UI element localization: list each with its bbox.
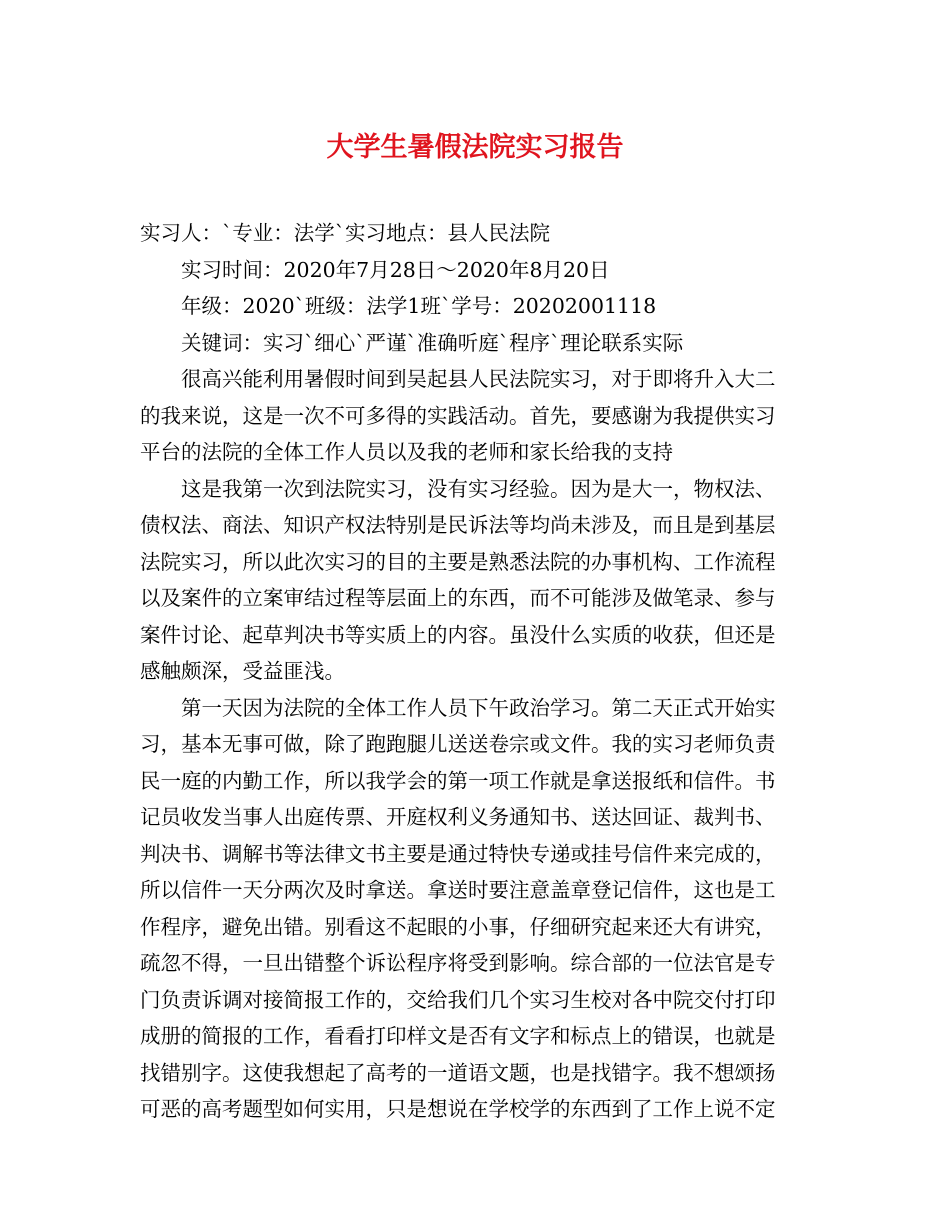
text-line: 债权法、商法、知识产权法特别是民诉法等均尚未涉及，而且是到基层: [140, 513, 776, 537]
text-line: 以及案件的立案审结过程等层面上的东西，而不可能涉及做笔录、参与: [140, 586, 776, 610]
text-line: 平台的法院的全体工作人员以及我的老师和家长给我的支持: [140, 440, 673, 464]
text-line: 案件讨论、起草判决书等实质上的内容。虽没什么实质的收获，但还是: [140, 622, 776, 647]
text-line: 门负责诉调对接简报工作的，交给我们几个实习生校对各中院交付打印: [140, 987, 776, 1012]
text-line: 民一庭的内勤工作，所以我学会的第一项工作就是拿送报纸和信件。书: [140, 768, 776, 793]
text-line: 的我来说，这是一次不可多得的实践活动。首先，要感谢为我提供实习: [140, 403, 776, 428]
text-line: 法院实习，所以此次实习的目的主要是熟悉法院的办事机构、工作流程: [140, 549, 776, 574]
document-title: 大学生暑假法院实习报告: [326, 132, 624, 163]
text-line: 疏忽不得，一旦出错整个诉讼程序将受到影响。综合部的一位法官是专: [140, 951, 776, 975]
text-line: 作程序，避免出错。别看这不起眼的小事，仔细研究起来还大有讲究，: [140, 914, 776, 939]
text-line: 成册的简报的工作，看看打印样文是否有文字和标点上的错误，也就是: [140, 1024, 776, 1048]
text-line: 感触颇深，受益匪浅。: [140, 659, 345, 683]
text-line: 关键词：实习`细心`严谨`准确听庭`程序`理论联系实际: [181, 330, 684, 355]
document-body: [140, 215, 830, 1128]
text-line: 这是我第一次到法院实习，没有实习经验。因为是大一，物权法、: [181, 476, 776, 501]
text-line: 年级：2020`班级：法学1班`学号：20202001118: [181, 294, 657, 318]
text-line: 所以信件一天分两次及时拿送。拿送时要注意盖章登记信件，这也是工: [140, 878, 776, 902]
text-line: 记员收发当事人出庭传票、开庭权利义务通知书、送达回证、裁判书、: [140, 805, 776, 829]
text-line: 习，基本无事可做，除了跑跑腿儿送送卷宗或文件。我的实习老师负责: [140, 732, 776, 756]
text-line: 可恶的高考题型如何实用，只是想说在学校学的东西到了工作上说不定: [140, 1097, 776, 1121]
text-line: 第一天因为法院的全体工作人员下午政治学习。第二天正式开始实: [181, 695, 776, 720]
text-line: 判决书、调解书等法律文书主要是通过特快专递或挂号信件来完成的，: [140, 841, 776, 866]
text-line: 找错别字。这使我想起了高考的一道语文题，也是找错字。我不想颂扬: [140, 1060, 776, 1085]
text-line: 实习人：`专业：法学`实习地点：县人民法院: [140, 221, 550, 245]
text-line: 很高兴能利用暑假时间到吴起县人民法院实习，对于即将升入大二: [181, 367, 776, 391]
text-line: 实习时间：2020年7月28日～2020年8月20日: [181, 257, 610, 282]
